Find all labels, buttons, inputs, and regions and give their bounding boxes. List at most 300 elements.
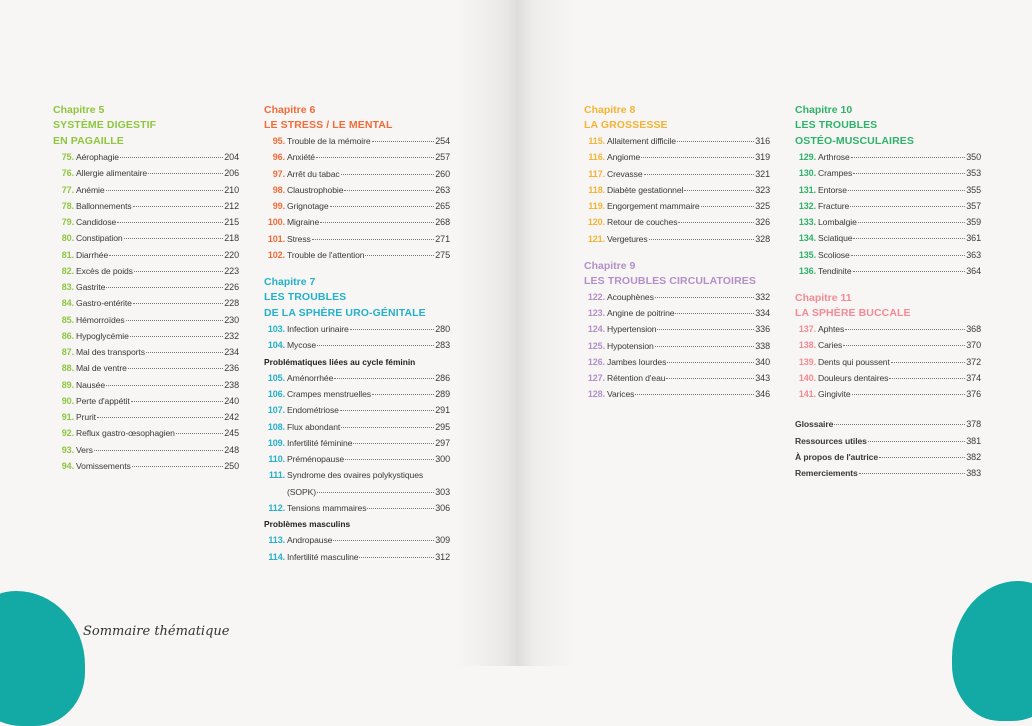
toc-entry[interactable] [584,370,770,386]
entry-page: 343 [755,373,770,383]
entry-page: 295 [435,421,450,432]
leader-dots [666,378,754,379]
entry-name: Candidose [76,217,117,227]
toc-entry[interactable] [53,360,239,376]
entry-name: Nausée [76,379,106,390]
entry-name: Remerciements [795,468,858,478]
entry-page: 226 [224,282,239,292]
entry-number: 120. [587,217,605,228]
entry-name: Crampes [818,168,853,179]
entry-number: 119. [588,201,605,211]
toc-entry[interactable] [53,393,239,409]
entry-name: Trouble de l'attention [287,249,365,260]
toc-entry[interactable] [53,182,239,198]
toc-entry[interactable] [53,295,239,311]
entry-name: Hypertension [607,324,657,335]
leader-dots [845,329,965,330]
entry-name: Hypotension [607,340,654,351]
entry-number: 83. [61,282,74,292]
toc-entry[interactable] [795,149,981,165]
entry-number: 133. [798,217,816,227]
entry-name: Vomissements [76,460,131,471]
toc-entry[interactable] [795,182,981,198]
leader-dots [678,222,754,223]
leader-dots [701,206,755,207]
toc-entry[interactable] [53,442,239,458]
toc-entry[interactable] [53,149,239,165]
entry-number: 103. [267,324,285,334]
entry-number: 140. [798,372,816,383]
entry-page: 359 [966,217,981,227]
toc-entry[interactable] [584,133,770,149]
entry-name: Infertilité masculine [287,551,359,562]
entry-page: 236 [224,363,239,374]
leader-dots [635,394,754,395]
leader-dots [334,378,434,379]
chapter-9 [584,259,770,403]
entry-number: 131. [798,184,816,195]
leader-dots [341,427,434,428]
entry-list [264,321,450,354]
entry-number: 95. [272,136,285,146]
entry-page: 383 [966,468,981,478]
toc-entry[interactable] [584,214,770,230]
entry-name: Mal de ventre [76,363,127,374]
toc-entry[interactable] [53,328,239,344]
entry-page: 232 [224,330,239,341]
entry-name: Grignotage [287,201,329,211]
toc-entry[interactable] [795,247,981,263]
entry-number: 124. [587,324,605,335]
leader-dots [340,410,434,411]
toc-entry[interactable] [264,435,450,451]
toc-entry[interactable] [264,467,450,483]
leader-dots [851,157,966,158]
entry-number: 130. [798,168,816,179]
leader-dots [675,313,754,314]
leader-dots [94,450,223,451]
toc-entry[interactable] [264,214,450,230]
entry-name: Retour de couches [607,217,678,228]
entry-name: Dents qui poussent [818,356,890,367]
leader-dots [106,190,224,191]
entry-number: 101. [267,233,285,244]
leader-dots [889,378,965,379]
entry-page: 268 [435,217,450,228]
entry-name: Douleurs dentaires [818,372,889,383]
leader-dots [134,271,223,272]
entry-name: Prurit [76,412,96,422]
entry-page: 212 [224,200,239,211]
entry-page: 334 [755,308,770,318]
entry-number: 86. [61,330,74,341]
toc-entry[interactable] [264,451,450,467]
back-matter-list [795,416,981,481]
leader-dots [316,157,434,158]
leader-dots [124,238,224,239]
entry-name: Diarrhée [76,249,109,260]
entry-name: Allergie alimentaire [76,168,148,179]
entry-name: Constipation [76,233,123,244]
entry-page: 280 [435,324,450,334]
entry-page: 240 [224,395,239,406]
toc-entry[interactable] [53,165,239,181]
entry-number: 97. [272,168,285,179]
entry-name: Aphtes [818,324,845,334]
toc-entry[interactable] [264,321,450,337]
entry-name: Entorse [818,184,847,195]
chapter-title: EN PAGAILLE [53,135,124,147]
entry-page: 336 [755,324,770,335]
chapter-title: OSTÉO-MUSCULAIRES [795,135,914,147]
entry-name: Andropause [287,535,333,546]
entry-number: 122. [587,291,605,302]
entry-name: Gastro-entérite [76,298,132,309]
entry-name: Lombalgie [818,217,857,227]
entry-list [264,370,450,468]
entry-page: 206 [224,168,239,179]
entry-number: 82. [61,265,74,276]
entry-name: Infertilité féminine [287,437,353,448]
entry-number: 121. [587,233,605,244]
entry-number: 127. [587,373,605,383]
entry-page: 234 [224,347,239,357]
toc-entry[interactable] [53,409,239,425]
entry-name: Mycose [287,340,317,351]
toc-entry[interactable] [264,402,450,418]
entry-name: Arrêt du tabac [287,168,340,179]
leader-dots [868,441,965,442]
toc-entry[interactable] [264,166,450,182]
entry-page: 228 [224,298,239,309]
entry-number: 77. [61,184,74,195]
entry-number: 116. [588,152,605,163]
leader-dots [657,329,754,330]
entry-number: 128. [587,389,605,400]
toc-entry[interactable] [584,305,770,321]
entry-name: Fracture [818,200,850,211]
leader-dots [667,362,754,363]
chapter-label: Chapitre 11 [795,292,852,304]
entry-number: 96. [272,152,285,163]
entry-page: 350 [966,152,981,162]
toc-entry[interactable] [53,279,239,295]
toc-column-3 [584,103,770,405]
entry-page: 242 [224,412,239,422]
toc-entry[interactable] [584,149,770,165]
toc-entry[interactable] [53,247,239,263]
leader-dots [644,174,755,175]
leader-dots [146,352,223,353]
entry-name: Tendinite [818,265,852,276]
entry-number: 132. [798,200,816,211]
chapter-7 [264,275,450,565]
entry-page: 265 [435,201,450,211]
toc-entry[interactable] [795,337,981,353]
toc-entry[interactable] [795,449,981,465]
entry-name: Gingivite [818,389,851,399]
entry-number: 118. [588,184,605,195]
entry-page: 306 [435,502,450,513]
leader-dots [843,345,965,346]
entry-page: 297 [435,437,450,448]
entry-number: 115. [588,136,605,146]
entry-number: 117. [588,168,605,179]
entry-number: 109. [267,437,285,448]
toc-entry[interactable] [53,263,239,279]
leader-dots [109,255,223,256]
entry-page: 260 [435,168,450,179]
leader-dots [312,239,435,240]
entry-name: Jambes lourdes [607,356,667,367]
entry-number: 106. [267,389,285,399]
toc-entry[interactable] [584,289,770,305]
toc-column-1 [53,103,239,476]
entry-page: 316 [755,136,770,146]
leader-dots [850,206,965,207]
entry-page: 283 [435,340,450,351]
toc-entry[interactable] [53,198,239,214]
entry-number: 107. [267,405,285,416]
entry-name: Hypoglycémie [76,330,129,341]
entry-name: Arthrose [818,152,850,162]
toc-entry[interactable] [584,182,770,198]
entry-name: Sciatique [818,233,853,244]
toc-entry-continuation[interactable] [264,484,450,500]
entry-number: 100. [267,217,285,228]
chapter-10 [795,103,981,279]
chapter-label: Chapitre 8 [584,104,636,116]
entry-number: 89. [61,379,74,390]
chapter-label: Chapitre 6 [264,104,316,116]
entry-page: 215 [224,217,239,227]
leader-dots [330,206,435,207]
toc-entry[interactable] [584,338,770,354]
toc-entry[interactable] [264,198,450,214]
leader-dots [848,190,965,191]
entry-name: Reflux gastro-œsophagien [76,428,175,439]
toc-entry[interactable] [264,149,450,165]
toc-entry[interactable] [584,166,770,182]
entry-list [795,149,981,279]
entry-page: 326 [755,217,770,228]
entry-name: Hémorroïdes [76,314,125,325]
leader-dots [148,173,223,174]
entry-name: Rétention d'eau [607,373,666,383]
entry-name: Acouphènes [607,291,654,302]
entry-number: 104. [267,340,285,351]
entry-number: 105. [267,372,285,383]
leader-dots [655,297,754,298]
entry-name: Excès de poids [76,265,133,276]
toc-entry[interactable] [795,165,981,181]
chapter-title: LES TROUBLES [795,119,878,131]
chapter-title: LES TROUBLES [264,291,347,303]
chapter-11 [795,291,981,402]
entry-page: 374 [966,372,981,383]
entry-name: Stress [287,233,311,244]
leader-dots [317,492,434,493]
toc-entry[interactable] [795,230,981,246]
toc-entry[interactable] [53,425,239,441]
toc-entry[interactable] [795,198,981,214]
entry-number: 126. [587,356,605,367]
entry-list [795,416,981,481]
entry-page: 319 [755,152,770,163]
leader-dots [130,336,224,337]
toc-entry[interactable] [53,312,239,328]
chapter-title: DE LA SPHÈRE URO-GÉNITALE [264,307,426,319]
leader-dots [684,190,754,191]
entry-name: Angiome [607,152,641,163]
toc-entry[interactable] [584,386,770,402]
toc-entry[interactable] [584,198,770,214]
entry-page: 220 [224,249,239,260]
entry-number: 134. [798,233,816,244]
entry-number: 110. [268,454,285,464]
toc-entry[interactable] [264,549,450,565]
entry-page: 210 [224,184,239,195]
entry-page: 376 [966,389,981,399]
toc-entry[interactable] [264,182,450,198]
entry-name: Diabète gestationnel [607,184,684,195]
entry-page: 250 [224,460,239,471]
leader-dots [350,329,435,330]
entry-page: 381 [966,435,981,446]
entry-number: 139. [798,356,816,367]
leader-dots [677,141,754,142]
page-footer: Sommaire thématique [83,624,230,639]
chapter-label: Chapitre 7 [264,276,316,288]
entry-name: Scoliose [818,249,850,260]
entry-name: Gastrite [76,282,106,292]
entry-name: Glossaire [795,419,834,430]
entry-list [795,321,981,402]
toc-entry[interactable] [795,321,981,337]
leader-dots [879,457,965,458]
toc-entry[interactable] [264,231,450,247]
entry-page: 218 [224,233,239,244]
toc-entry[interactable] [584,231,770,247]
toc-entry[interactable] [795,263,981,279]
entry-page: 338 [755,340,770,351]
entry-list [264,133,450,263]
entry-page: 254 [435,136,450,146]
book-gutter [455,0,575,666]
toc-entry[interactable] [795,416,981,432]
entry-page: 370 [966,340,981,351]
toc-entry[interactable] [264,247,450,263]
entry-number: 91. [61,412,74,422]
entry-number: 76. [61,168,74,179]
toc-entry[interactable] [264,532,450,548]
entry-number: 85. [61,314,74,325]
chapter-title: LE STRESS / LE MENTAL [264,119,393,131]
toc-entry[interactable] [264,386,450,402]
entry-list [53,149,239,474]
entry-number: 98. [272,184,285,195]
entry-name: Vergetures [607,233,648,244]
toc-entry[interactable] [795,214,981,230]
entry-list [264,500,450,516]
entry-page: 245 [224,428,239,439]
entry-page: 257 [435,152,450,163]
toc-entry[interactable] [53,230,239,246]
toc-entry[interactable] [53,377,239,393]
chapter-6 [264,103,450,263]
leader-dots [365,255,434,256]
entry-number: 81. [61,249,74,260]
entry-number: 92. [61,428,74,439]
leader-dots [834,424,965,425]
toc-entry[interactable] [584,321,770,337]
leader-dots [852,394,966,395]
entry-number: 137. [798,324,816,334]
entry-name: Endométriose [287,405,339,416]
chapter-title: LA SPHÈRE BUCCALE [795,307,911,319]
toc-column-4 [795,103,981,481]
entry-number: 79. [61,217,74,227]
leader-dots [126,320,224,321]
toc-entry[interactable] [795,433,981,449]
entry-page: 346 [755,389,770,400]
leader-dots [131,401,224,402]
toc-entry[interactable] [795,370,981,386]
entry-page: 289 [435,389,450,399]
chapter-label: Chapitre 10 [795,104,853,116]
entry-page: 286 [435,372,450,383]
toc-entry[interactable] [264,133,450,149]
entry-number: 84. [61,298,74,309]
entry-name: Mal des transports [76,347,145,357]
entry-name: Ballonnements [76,200,132,211]
toc-entry[interactable] [264,500,450,516]
toc-entry[interactable] [53,458,239,474]
entry-page: 321 [755,168,770,179]
leader-dots [853,271,966,272]
leader-dots [320,222,434,223]
entry-page: 325 [755,201,770,211]
entry-page: 364 [966,265,981,276]
entry-number: 99. [272,201,285,211]
toc-entry[interactable] [795,354,981,370]
entry-name: Ressources utiles [795,435,867,446]
entry-page: 263 [435,184,450,195]
toc-entry[interactable] [795,386,981,402]
leader-dots [853,173,965,174]
leader-dots [649,239,755,240]
toc-entry[interactable] [584,354,770,370]
entry-number: 94. [61,460,74,471]
section-subheading: Problématiques liées au cycle féminin [264,356,416,367]
toc-entry[interactable] [795,465,981,481]
entry-page: 275 [435,249,450,260]
toc-entry[interactable] [53,214,239,230]
toc-entry[interactable] [53,344,239,360]
entry-page: 271 [435,233,450,244]
entry-list [584,133,770,247]
toc-entry[interactable] [264,370,450,386]
leader-dots [97,417,223,418]
section-subheading: Problèmes masculins [264,519,351,529]
entry-page: 368 [966,324,981,334]
leader-dots [891,362,966,363]
entry-page: 323 [755,184,770,195]
entry-name: Migraine [287,217,320,228]
toc-entry[interactable] [264,337,450,353]
toc-entry[interactable] [264,419,450,435]
entry-number: 129. [798,152,816,162]
